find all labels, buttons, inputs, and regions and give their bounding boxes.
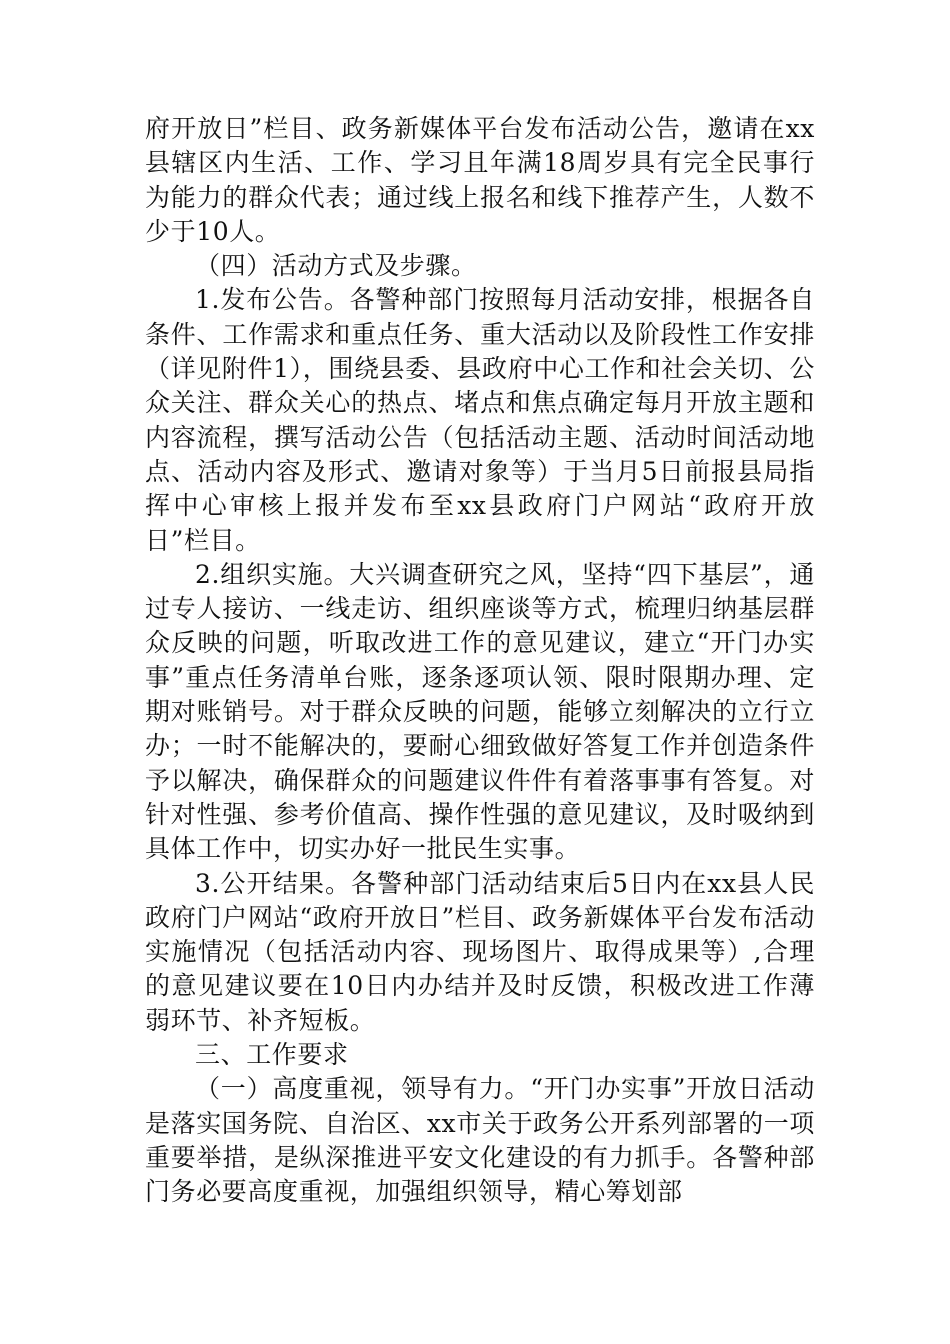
section-heading-activity-methods: （四）活动方式及步骤。 bbox=[195, 251, 477, 281]
section-heading-work-requirements: 三、工作要求 bbox=[195, 1040, 349, 1070]
document-body bbox=[145, 112, 815, 1210]
paragraph-intro-continuation: 府开放日”栏目、政务新媒体平台发布活动公告，邀请在xx县辖区内生活、工作、学习且年满18周岁具有完全民事行为能力的群众代表；通过线上报名和线下推荐产生，人数不少于10人。 bbox=[145, 114, 815, 246]
paragraph-publish-results: 3.公开结果。各警种部门活动结束后5日内在xx县人民政府门户网站“政府开放日”栏目、政务新媒体平台发布活动实施情况（包括活动内容、现场图片、取得成果等）,合理的意见建议要在10日内办结并及时反馈，积极改进工作薄弱环节、补齐短板。 bbox=[145, 868, 815, 1035]
paragraph-organize-implementation: 2.组织实施。大兴调查研究之风，坚持“四下基层”，通过专人接访、一线走访、组织座谈等方式，梳理归纳基层群众反映的问题，听取改进工作的意见建议，建立“开门办实事”重点任务清单台账，逐条逐项认领、限时限期办理、定期对账销号。对于群众反映的问题，能够立刻解决的立行立办；一时不能解决的，要耐心细致做好答复工作并创造条件予以解决，确保群众的问题建议件件有着落事事有答复。对针对性强、参考价值高、操作性强的意见建议，及时吸纳到具体工作中，切实办好一批民生实事。 bbox=[145, 559, 815, 864]
paragraph-publish-announcement: 1.发布公告。各警种部门按照每月活动安排，根据各自条件、工作需求和重点任务、重大活动以及阶段性工作安排（详见附件1），围绕县委、县政府中心工作和社会关切、公众关注、群众关心的热点、堵点和焦点确定每月开放主题和内容流程，撰写活动公告（包括活动主题、活动时间活动地点、活动内容及形式、邀请对象等）于当月5日前报县局指挥中心审核上报并发布至xx县政府门户网站“政府开放日”栏目。 bbox=[145, 285, 815, 555]
paragraph-leadership: （一）高度重视，领导有力。“开门办实事”开放日活动是落实国务院、自治区、xx市关于政务公开系列部署的一项重要举措，是纵深推进平安文化建设的有力抓手。各警种部门务必要高度重视，加强组织领导，精心筹划部 bbox=[145, 1074, 815, 1207]
